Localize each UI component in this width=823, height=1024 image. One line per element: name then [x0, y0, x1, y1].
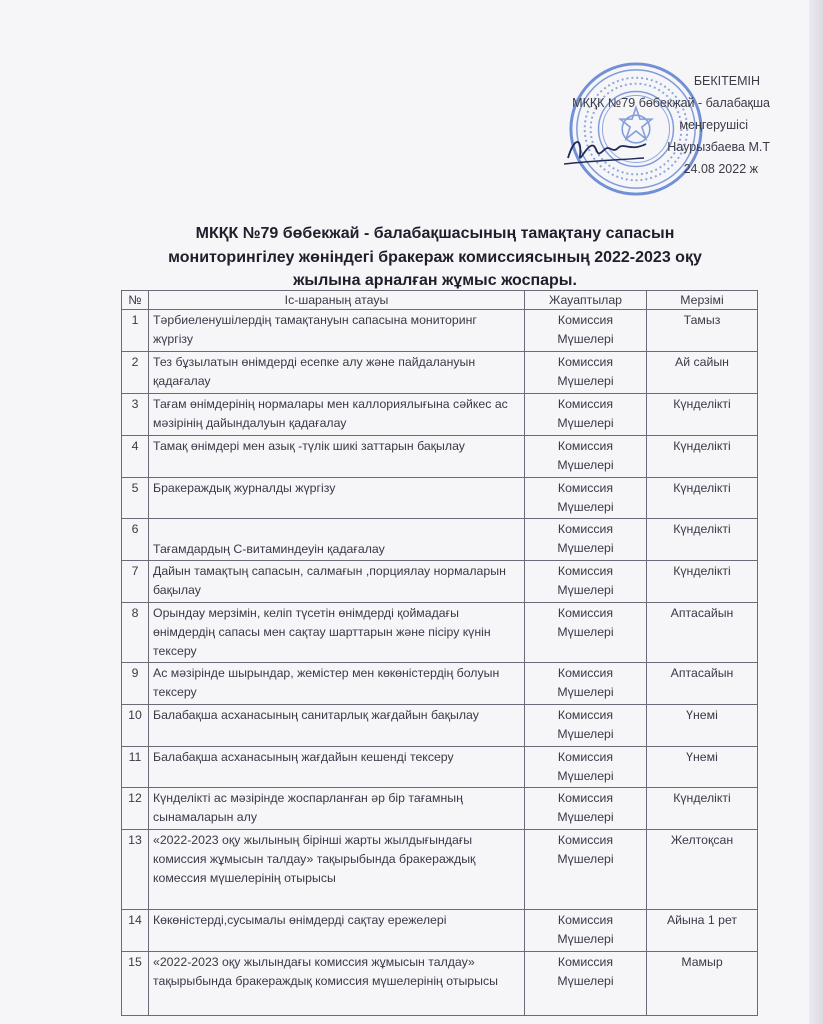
title-line-3: жылына арналған жұмыс жоспары.: [293, 272, 577, 289]
row-number: 2: [122, 352, 149, 394]
row-responsible: Комиссия Мүшелері: [525, 519, 647, 561]
row-activity: Көкөністерді,сусымалы өнімдерді сақтау ережелері: [149, 910, 525, 952]
row-responsible: Комиссия Мүшелері: [525, 310, 647, 352]
row-responsible: Комиссия Мүшелері: [525, 830, 647, 910]
row-activity: Тамақ өнімдері мен азық -түлік шикі заттарын бақылау: [149, 436, 525, 478]
title-line-1: МКҚК №79 бөбекжай - балабақшасының тамақтану сапасын: [195, 225, 675, 242]
row-responsible: Комиссия Мүшелері: [525, 747, 647, 788]
row-activity: Тез бұзылатын өнімдерді есепке алу және пайдалануын қадағалау: [149, 352, 525, 394]
table-row: [122, 788, 758, 830]
table-row: [122, 478, 758, 519]
row-activity: Бракераждық журналды жүргізу: [149, 478, 525, 519]
table-row: [122, 310, 758, 352]
row-deadline: Мамыр: [647, 952, 758, 1016]
row-number: 14: [122, 910, 149, 952]
document-title: [140, 222, 730, 293]
table-row: [122, 952, 758, 1016]
table-row: [122, 394, 758, 436]
table-row: [122, 352, 758, 394]
table-row: [122, 705, 758, 747]
row-deadline: Күнделікті: [647, 561, 758, 603]
row-responsible: Комиссия Мүшелері: [525, 436, 647, 478]
header-number: №: [122, 291, 149, 310]
row-number: 4: [122, 436, 149, 478]
row-deadline: Тамыз: [647, 310, 758, 352]
table-header-row: [122, 291, 758, 310]
header-deadline: Мерзімі: [647, 291, 758, 310]
row-responsible: Комиссия Мүшелері: [525, 352, 647, 394]
table-row: [122, 663, 758, 705]
row-deadline: Үнемі: [647, 747, 758, 788]
row-deadline: Аптасайын: [647, 663, 758, 705]
row-deadline: Айына 1 рет: [647, 910, 758, 952]
row-responsible: Комиссия Мүшелері: [525, 561, 647, 603]
work-plan-table: [121, 290, 758, 1016]
row-number: 11: [122, 747, 149, 788]
row-number: 7: [122, 561, 149, 603]
row-deadline: Күнделікті: [647, 519, 758, 561]
header-responsible: Жауаптылар: [525, 291, 647, 310]
table-row: [122, 436, 758, 478]
row-activity: Балабақша асханасының жағдайын кешенді тексеру: [149, 747, 525, 788]
row-responsible: Комиссия Мүшелері: [525, 663, 647, 705]
table-row: [122, 910, 758, 952]
approval-position: меңгерушісі: [679, 118, 748, 132]
row-responsible: Комиссия Мүшелері: [525, 705, 647, 747]
row-responsible: Комиссия Мүшелері: [525, 394, 647, 436]
row-responsible: Комиссия Мүшелері: [525, 603, 647, 663]
row-activity: Тәрбиеленушілердің тамақтануын сапасына мониторинг жүргізу: [149, 310, 525, 352]
row-responsible: Комиссия Мүшелері: [525, 910, 647, 952]
row-activity: «2022-2023 оқу жылындағы комиссия жұмысын талдау» тақырыбында бракераждық комиссия мүшелерінің отырысы: [149, 952, 525, 1016]
row-deadline: Күнделікті: [647, 394, 758, 436]
approval-head-name: Наурызбаева М.Т: [667, 140, 770, 154]
approval-date: 24.08 2022 ж: [683, 162, 758, 176]
row-responsible: Комиссия Мүшелері: [525, 788, 647, 830]
row-activity: Балабақша асханасының санитарлық жағдайын бақылау: [149, 705, 525, 747]
row-number: 6: [122, 519, 149, 561]
row-deadline: Күнделікті: [647, 788, 758, 830]
row-activity: Орындау мерзімін, келіп түсетін өнімдерді қоймадағы өнімдердің сапасы мен сақтау шарттарын және пісіру күнін тексеру: [149, 603, 525, 663]
row-number: 15: [122, 952, 149, 1016]
row-number: 13: [122, 830, 149, 910]
row-responsible: Комиссия Мүшелері: [525, 478, 647, 519]
row-number: 8: [122, 603, 149, 663]
approval-approved: БЕКІТЕМІН: [693, 74, 760, 88]
row-activity: Күнделікті ас мәзірінде жоспарланған әр бір тағамның сынамаларын алу: [149, 788, 525, 830]
row-deadline: Желтоқсан: [647, 830, 758, 910]
approval-organization: МКҚК №79 бөбекжай - балабақша: [572, 96, 770, 110]
row-deadline: Аптасайын: [647, 603, 758, 663]
row-activity: Дайын тамақтың сапасын, салмағын ,порциялау нормаларын бақылау: [149, 561, 525, 603]
table-row: [122, 830, 758, 910]
table-row: [122, 519, 758, 561]
row-number: 1: [122, 310, 149, 352]
table-row: [122, 561, 758, 603]
row-number: 3: [122, 394, 149, 436]
row-deadline: Күнделікті: [647, 436, 758, 478]
row-number: 10: [122, 705, 149, 747]
title-line-2: мониторингілеу жөніндегі бракераж комиссиясының 2022-2023 оқу: [168, 248, 702, 266]
row-activity: Тағам өнімдерінің нормалары мен каллориялығына сәйкес ас мәзірінің дайындалуын қадағалау: [149, 394, 525, 436]
row-activity: Тағамдардың С-витаминдеуін қадағалау: [149, 519, 525, 561]
row-activity: Ас мәзірінде шырындар, жемістер мен көкөністердің болуын тексеру: [149, 663, 525, 705]
table-row: [122, 603, 758, 663]
header-activity: Іс-шараның атауы: [149, 291, 525, 310]
row-deadline: Күнделікті: [647, 478, 758, 519]
signature: [560, 128, 650, 173]
table-row: [122, 747, 758, 788]
row-number: 12: [122, 788, 149, 830]
row-deadline: Үнемі: [647, 705, 758, 747]
row-number: 9: [122, 663, 149, 705]
row-deadline: Ай сайын: [647, 352, 758, 394]
page-edge-shadow: [809, 0, 823, 1024]
row-number: 5: [122, 478, 149, 519]
row-responsible: Комиссия Мүшелері: [525, 952, 647, 1016]
row-activity: «2022-2023 оқу жылының бірінші жарты жылдығындағы комиссия жұмысын талдау» тақырыбында бракераждық комессия мүшелерінің отырысы: [149, 830, 525, 910]
